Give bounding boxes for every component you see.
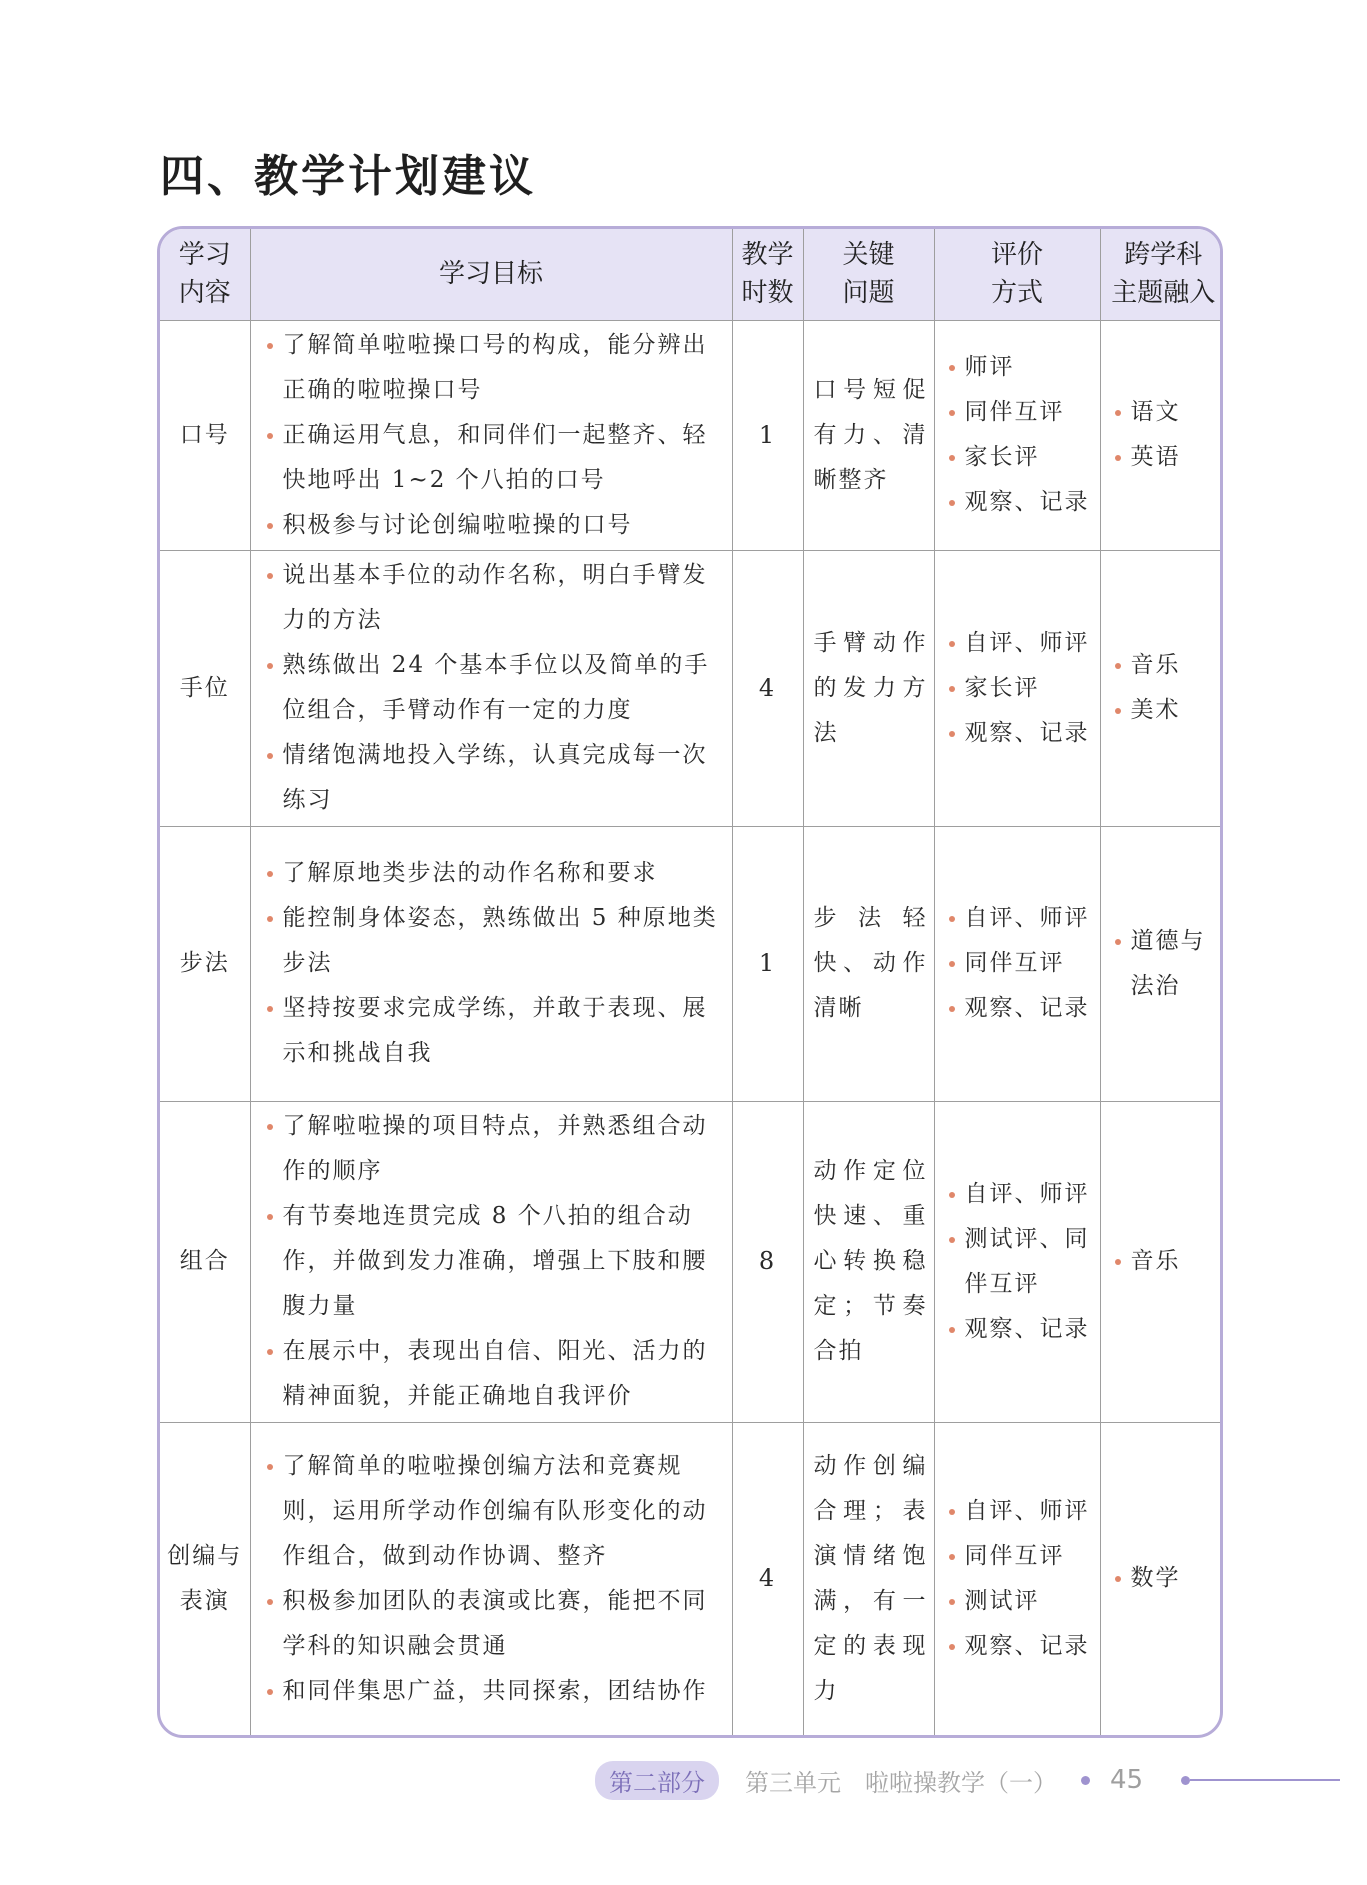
goal-item: 和同伴集思广益，共同探索，团结协作 [261,1669,726,1714]
evaluation-cell [934,1422,1100,1735]
question-cell: 动作创编合理；表演情绪饱满，有一定的表现力 [803,1422,934,1735]
evaluation-item: 家长评 [943,666,1096,711]
goals-cell [250,1101,732,1422]
goal-item: 坚持按要求完成学练，并敢于表现、展示和挑战自我 [261,986,726,1076]
header-evaluation: 评价 方式 [934,229,1100,320]
content-cell: 组合 [160,1101,250,1422]
goal-item: 说出基本手位的动作名称，明白手臂发力的方法 [261,553,726,643]
hours-cell: 4 [732,550,803,826]
content-cell: 步法 [160,826,250,1101]
goals-cell [250,550,732,826]
goal-item: 了解简单啦啦操口号的构成，能分辨出正确的啦啦操口号 [261,323,726,413]
header-cross: 跨学科 主题融入 [1100,229,1223,320]
chapter-label: 啦啦操教学（一） [865,1768,1057,1797]
cross-subject-item: 美术 [1109,688,1223,733]
goal-item: 正确运用气息，和同伴们一起整齐、轻快地呼出 1~2 个八拍的口号 [261,413,726,503]
table-row [160,826,1223,1101]
question-cell: 手臂动作的发力方法 [803,550,934,826]
goal-item: 熟练做出 24 个基本手位以及简单的手位组合，手臂动作有一定的力度 [261,643,726,733]
unit-label: 第三单元 [745,1768,841,1797]
evaluation-item: 同伴互评 [943,390,1096,435]
goal-item: 能控制身体姿态，熟练做出 5 种原地类步法 [261,896,726,986]
goal-item: 了解啦啦操的项目特点，并熟悉组合动作的顺序 [261,1104,726,1194]
page-number: 45 [1110,1765,1144,1795]
question-cell: 步法轻快、动作清晰 [803,826,934,1101]
evaluation-cell [934,826,1100,1101]
cross-subject-item: 数学 [1109,1556,1223,1601]
cross-subject-cell [1100,1422,1223,1735]
header-content: 学习 内容 [160,229,250,320]
evaluation-item: 观察、记录 [943,1624,1096,1669]
cross-subject-cell [1100,320,1223,550]
separator-dot-icon [1081,1776,1090,1785]
goal-item: 了解原地类步法的动作名称和要求 [261,851,726,896]
cross-subject-cell [1100,826,1223,1101]
evaluation-item: 同伴互评 [943,1534,1096,1579]
cross-subject-cell [1100,550,1223,826]
hours-cell: 1 [732,320,803,550]
cross-subject-item: 音乐 [1109,643,1223,688]
evaluation-item: 同伴互评 [943,941,1096,986]
evaluation-cell [934,1101,1100,1422]
table-row [160,1422,1223,1735]
table-row [160,550,1223,826]
goal-item: 有节奏地连贯完成 8 个八拍的组合动作，并做到发力准确，增强上下肢和腰腹力量 [261,1194,726,1329]
hours-cell: 8 [732,1101,803,1422]
cross-subject-item: 语文 [1109,390,1223,435]
table-row [160,320,1223,550]
evaluation-item: 自评、师评 [943,621,1096,666]
question-cell: 口号短促有力、清晰整齐 [803,320,934,550]
evaluation-item: 测试评 [943,1579,1096,1624]
evaluation-cell [934,320,1100,550]
header-goals: 学习目标 [250,229,732,320]
table-row [160,1101,1223,1422]
evaluation-item: 观察、记录 [943,711,1096,756]
question-cell: 动作定位快速、重心转换稳定；节奏合拍 [803,1101,934,1422]
goals-cell [250,826,732,1101]
evaluation-item: 自评、师评 [943,1172,1096,1217]
content-cell: 创编与表演 [160,1422,250,1735]
goal-item: 了解简单的啦啦操创编方法和竞赛规则，运用所学动作创编有队形变化的动作组合，做到动作协调、整齐 [261,1444,726,1579]
cross-subject-cell [1100,1101,1223,1422]
evaluation-item: 自评、师评 [943,896,1096,941]
evaluation-item: 测试评、同伴互评 [943,1217,1096,1307]
goal-item: 情绪饱满地投入学练，认真完成每一次练习 [261,733,726,823]
cross-subject-item: 道德与法治 [1109,919,1223,1009]
rule-dot-icon [1181,1776,1190,1785]
evaluation-item: 家长评 [943,435,1096,480]
page-footer [595,1760,1340,1800]
header-row [160,229,1223,320]
evaluation-item: 自评、师评 [943,1489,1096,1534]
evaluation-item: 师评 [943,345,1096,390]
header-questions: 关键 问题 [803,229,934,320]
hours-cell: 1 [732,826,803,1101]
evaluation-item: 观察、记录 [943,480,1096,525]
goal-item: 在展示中，表现出自信、阳光、活力的精神面貌，并能正确地自我评价 [261,1329,726,1419]
hours-cell: 4 [732,1422,803,1735]
goals-cell [250,1422,732,1735]
goals-cell [250,320,732,550]
teaching-plan-table [157,226,1223,1738]
cross-subject-item: 音乐 [1109,1239,1223,1284]
evaluation-item: 观察、记录 [943,1307,1096,1352]
evaluation-cell [934,550,1100,826]
goal-item: 积极参与讨论创编啦啦操的口号 [261,503,726,548]
section-title: 四、教学计划建议 [160,151,536,202]
cross-subject-item: 英语 [1109,435,1223,480]
footer-rule [1190,1779,1340,1781]
part-badge: 第二部分 [595,1761,719,1800]
header-hours: 教学 时数 [732,229,803,320]
goal-item: 积极参加团队的表演或比赛，能把不同学科的知识融会贯通 [261,1579,726,1669]
content-cell: 口号 [160,320,250,550]
content-cell: 手位 [160,550,250,826]
evaluation-item: 观察、记录 [943,986,1096,1031]
